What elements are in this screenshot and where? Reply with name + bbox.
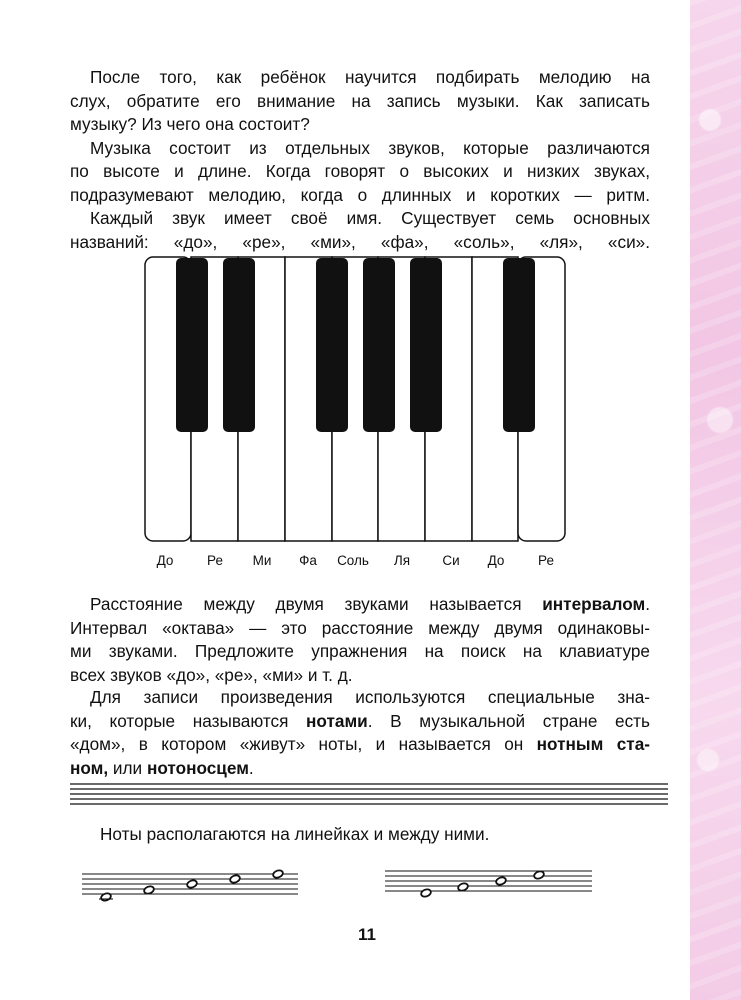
note-head xyxy=(186,879,198,889)
key-label: Ре xyxy=(538,553,554,568)
key-labels xyxy=(157,553,554,568)
note-head xyxy=(143,885,155,895)
notes-text xyxy=(70,686,650,780)
intro-line: Музыка состоит из отдельных звуков, которые различаются xyxy=(90,137,650,158)
notes-line: «дом», в котором «живут» ноты, и называется он нотным ста- xyxy=(70,734,650,754)
intro-line: подразумевают мелодию, когда о длинных и коротких — ритм. xyxy=(70,184,650,205)
staff-notes-between-lines xyxy=(385,870,592,898)
staff-caption: Ноты располагаются на линейках и между ними. xyxy=(100,824,490,844)
notes-line: ки, которые называются нотами. В музыкальной стране есть xyxy=(70,710,650,731)
key-label: Си xyxy=(442,553,460,568)
note-head xyxy=(533,870,545,880)
black-key xyxy=(223,258,255,432)
black-key xyxy=(363,258,395,432)
intro-line: названий: «до», «ре», «ми», «фа», «соль», «ля», «си». xyxy=(70,231,650,252)
note-head xyxy=(229,874,241,884)
key-label: Фа xyxy=(299,553,317,568)
key-label: Ре xyxy=(207,553,223,568)
key-label: Ля xyxy=(393,553,411,568)
page-number: 11 xyxy=(358,925,376,944)
note-head xyxy=(272,869,284,879)
music-staff xyxy=(70,784,668,804)
notes-line: Для записи произведения используются специальные зна- xyxy=(90,687,650,707)
intro-line: Каждый звук имеет своё имя. Существует семь основных xyxy=(90,208,650,228)
intro-line: После того, как ребёнок научится подбирать мелодию на xyxy=(90,67,650,87)
key-label: До xyxy=(487,553,505,568)
term-notes: нотами xyxy=(306,710,368,731)
key-label: Ми xyxy=(252,553,272,568)
note-head xyxy=(495,876,507,886)
black-key xyxy=(176,258,208,432)
staff-notes-on-lines xyxy=(82,869,298,902)
interval-line: всех звуков «до», «ре», «ми» и т. д. xyxy=(70,664,353,685)
black-key xyxy=(316,258,348,432)
interval-text xyxy=(70,593,650,687)
term-staff: нотным ста- xyxy=(536,734,650,754)
note-head xyxy=(420,888,432,898)
interval-line: ми звуками. Предложите упражнения на поиск на клавиатуре xyxy=(70,641,650,661)
intro-line: по высоте и длине. Когда говорят о высоких и низких звуках, xyxy=(70,161,650,181)
black-key xyxy=(410,258,442,432)
note-head xyxy=(457,882,469,892)
key-label: До xyxy=(156,553,174,568)
black-key xyxy=(503,258,535,432)
notes-line: ном, или нотоносцем. xyxy=(70,757,254,778)
key-label: Соль xyxy=(337,553,369,568)
intro-line: слух, обратите его внимание на запись музыки. Как записать xyxy=(70,90,650,111)
intro-line: музыку? Из чего она состоит? xyxy=(70,114,310,134)
interval-line: Расстояние между двумя звуками называется интервалом. xyxy=(90,594,650,614)
term-interval: интервалом xyxy=(542,594,646,614)
term-notonosets: нотоносцем xyxy=(146,757,249,778)
interval-line: Интервал «октава» — это расстояние между двумя одинаковы- xyxy=(70,617,650,638)
